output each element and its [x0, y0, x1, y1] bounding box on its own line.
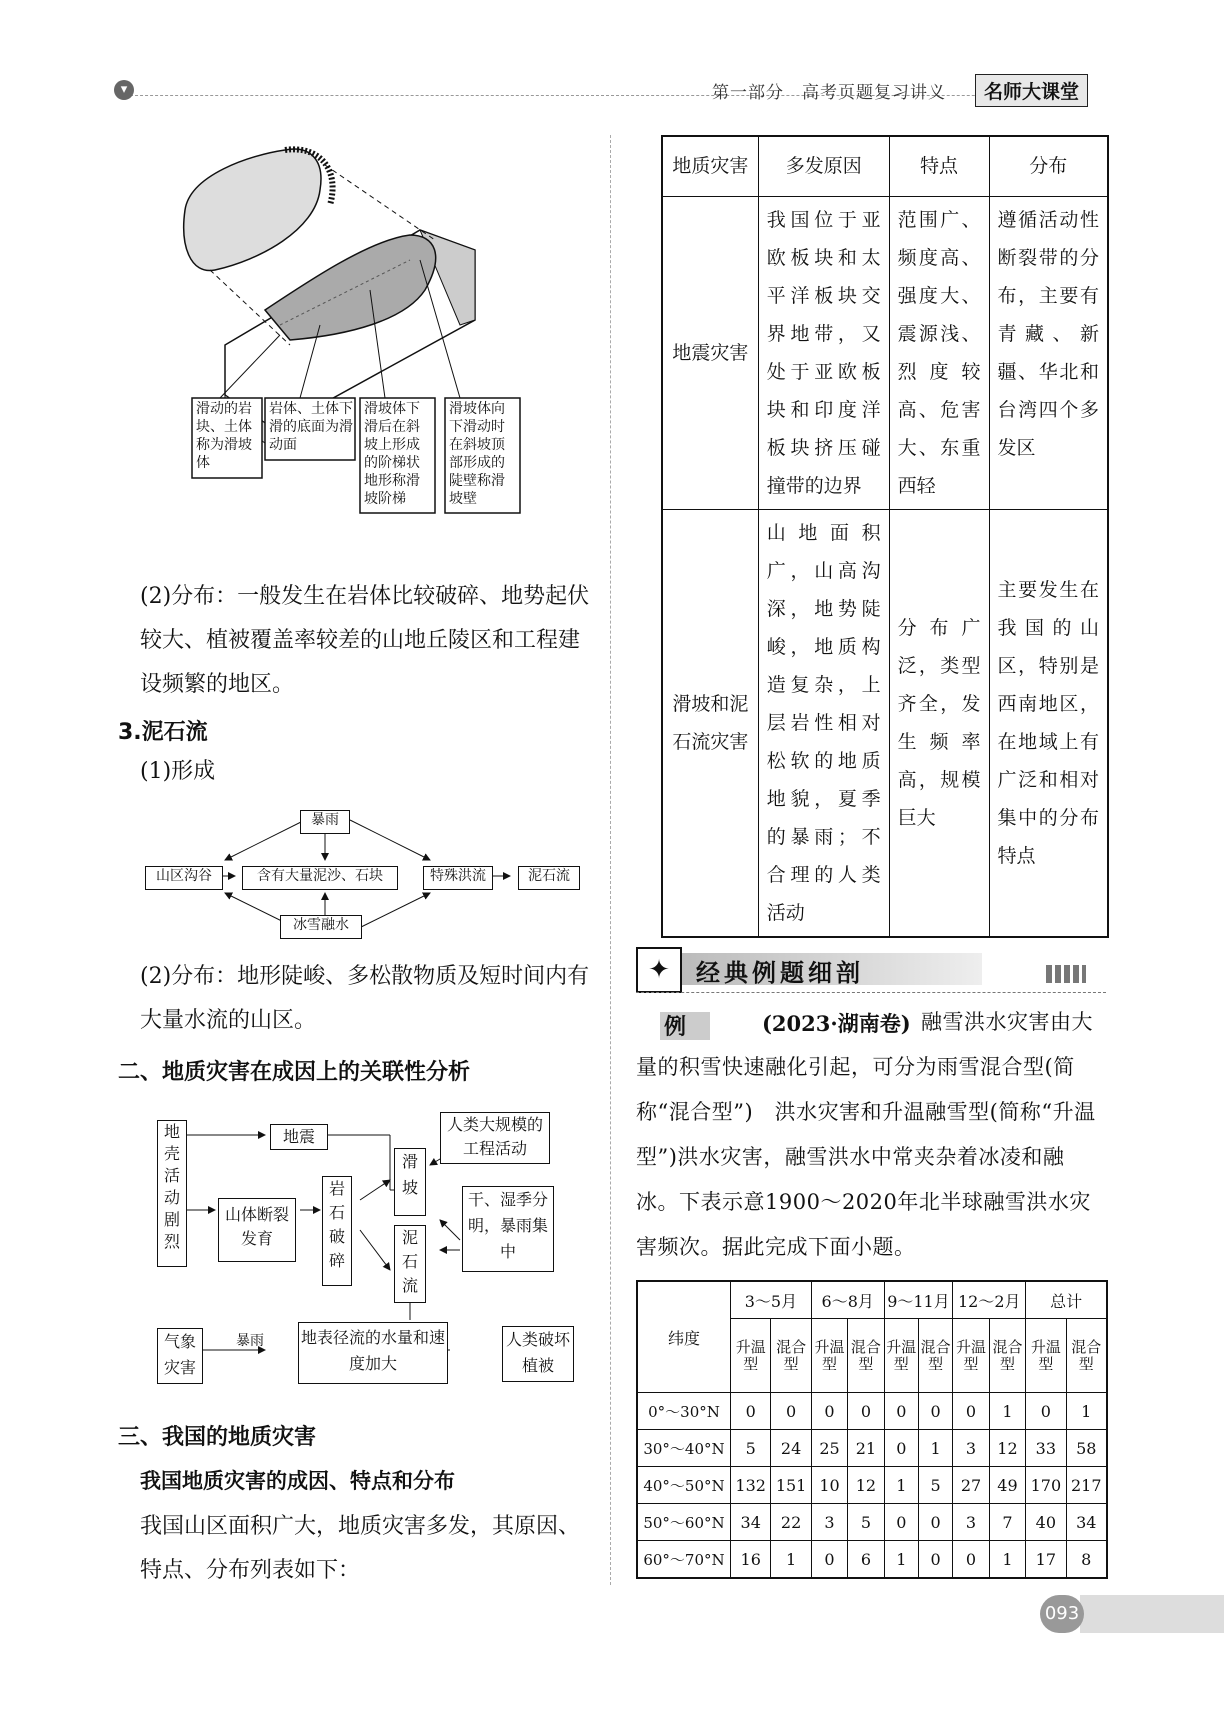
table2-cell: 1: [771, 1541, 811, 1579]
table2-cell: 132: [731, 1467, 771, 1504]
table2-cell: 0: [1026, 1393, 1066, 1430]
table1-row-cause: 山地面积广，山高沟深，地势陡峻，地质构造复杂，上层岩性相对松软的地质地貌，夏季的暴雨；不合理的人类活动: [758, 509, 889, 937]
example-source: (2023·湖南卷): [762, 1011, 911, 1036]
paragraph-mudflow-distribution: (2)分布：地形陡峻、多松散物质及短时间内有大量水流的山区。: [140, 964, 590, 1033]
table2-lat: 30°～40°N: [637, 1430, 731, 1467]
table2-cell: 1: [884, 1541, 918, 1579]
table2-lat: 0°～30°N: [637, 1393, 731, 1430]
table2-cell: 3: [953, 1504, 989, 1541]
table2-lat: 60°～70°N: [637, 1541, 731, 1579]
table2-cell: 3: [811, 1504, 847, 1541]
table-row: [637, 1393, 1107, 1430]
table2-cell: 151: [771, 1467, 811, 1504]
table2-cell: 12: [989, 1430, 1025, 1467]
table1-row-distribution: 主要发生在我国的山区，特别是西南地区，在地域上有广泛和相对集中的分布特点: [989, 509, 1108, 937]
section-banner: [636, 945, 1106, 993]
table1-header: 分布: [989, 136, 1108, 196]
table2-cell: 0: [918, 1541, 952, 1579]
label-landslide-body: 滑动的岩块、土体称为滑坡体: [196, 401, 252, 471]
flow-flood: 特殊洪流: [423, 866, 493, 890]
table2-cell: 5: [918, 1467, 952, 1504]
example-text: 融雪洪水灾害由大量的积雪快速融化引起，可分为雨雪混合型(简称“混合型”) 洪水灾害和升温融雪型(简称“升温型”)洪水灾害，融雪洪水中常夹杂着冰凌和融冰。下表示意1900～2020年北半球融雪洪水灾害频次。据此完成下面小题。: [636, 1010, 1096, 1259]
table2-lat: 40°～50°N: [637, 1467, 731, 1504]
table1-row-name: 地震灾害: [662, 196, 758, 509]
relation-rain-label: 暴雨: [236, 1333, 264, 1349]
table-row: [637, 1467, 1107, 1504]
table2-type: 升温型: [953, 1319, 989, 1393]
table2-cell: 0: [884, 1393, 918, 1430]
table2-cell: 1: [989, 1393, 1025, 1430]
table2-cell: 5: [848, 1504, 884, 1541]
table2-cell: 25: [811, 1430, 847, 1467]
table2-cell: 0: [884, 1430, 918, 1467]
table2-type: 混合型: [848, 1319, 884, 1393]
banner-decoration: [1046, 965, 1086, 983]
table2-type: 升温型: [1026, 1319, 1066, 1393]
table2-cell: 1: [918, 1430, 952, 1467]
table2-cell: 10: [811, 1467, 847, 1504]
table2-cell: 0: [918, 1393, 952, 1430]
table1-row-feature: 范围广、频度高、强度大、震源浅、烈度较高、危害大、东重西轻: [889, 196, 989, 509]
relation-human-engineering: 人类大规模的工程活动: [440, 1112, 550, 1164]
table2-cell: 217: [1066, 1467, 1107, 1504]
chevron-down-icon: ▾: [114, 80, 134, 100]
heading-mudflow: 3.泥石流: [118, 720, 208, 745]
banner-rule: [636, 992, 1106, 993]
table2-cell: 16: [731, 1541, 771, 1579]
relation-weather: 气象灾害: [157, 1328, 203, 1384]
heading-section-3: 三、我国的地质灾害: [118, 1425, 317, 1450]
table2-cell: 0: [884, 1504, 918, 1541]
label-landslide-steps: 滑坡体下滑后在斜坡上形成的阶梯状地形称滑坡阶梯: [364, 401, 420, 507]
relation-vegetation: 人类破坏植被: [502, 1326, 574, 1382]
paragraph-formation: (1)形成: [140, 759, 216, 784]
table1-row-feature: 分布广泛，类型齐全，发生频率高，规模巨大: [889, 509, 989, 937]
table2-lat-header: 纬度: [637, 1281, 731, 1393]
table2-type: 升温型: [811, 1319, 847, 1393]
table2-cell: 170: [1026, 1467, 1066, 1504]
label-slip-surface: 岩体、土体下滑的底面为滑动面: [269, 401, 353, 453]
banner-title: 经典例题细剖: [696, 959, 864, 987]
relation-climate: 干、湿季分明，暴雨集中: [462, 1186, 554, 1272]
table2-cell: 1: [1066, 1393, 1107, 1430]
table1-header: 地质灾害: [662, 136, 758, 196]
paragraph-intro: 我国山区面积广大，地质灾害多发，其原因、特点、分布列表如下：: [140, 1514, 581, 1583]
table2-cell: 8: [1066, 1541, 1107, 1579]
table2-type: 升温型: [884, 1319, 918, 1393]
table1-row-name: 滑坡和泥石流灾害: [662, 509, 758, 937]
table1-header: 特点: [889, 136, 989, 196]
eagle-icon: ✦: [636, 947, 682, 993]
header-text: 第一部分 高考页题复习讲义: [712, 83, 946, 103]
table2-type: 升温型: [731, 1319, 771, 1393]
table2-cell: 12: [848, 1467, 884, 1504]
flow-valley: 山区沟谷: [145, 866, 223, 890]
table2-cell: 34: [731, 1504, 771, 1541]
relation-landslide: 滑坡: [394, 1148, 426, 1216]
geo-disaster-table: [661, 135, 1109, 938]
table-row: [637, 1504, 1107, 1541]
table2-period: 总计: [1026, 1281, 1107, 1319]
relation-mudflow: 泥石流: [394, 1225, 426, 1303]
relation-runoff: 地表径流的水量和速度加大: [298, 1322, 448, 1384]
table1-row-distribution: 遵循活动性断裂带的分布，主要有青藏、新疆、华北和台湾四个多发区: [989, 196, 1108, 509]
paragraph-landslide-distribution: (2)分布：一般发生在岩体比较破碎、地势起伏较大、植被覆盖率较差的山地丘陵区和工程建设频繁的地区。: [140, 584, 590, 697]
table2-cell: 0: [771, 1393, 811, 1430]
heading-section-2: 二、地质灾害在成因上的关联性分析: [118, 1060, 471, 1085]
table2-cell: 24: [771, 1430, 811, 1467]
table2-cell: 33: [1026, 1430, 1066, 1467]
table2-cell: 7: [989, 1504, 1025, 1541]
label-landslide-wall: 滑坡体向下滑动时在斜坡顶部形成的陡壁称滑坡壁: [449, 401, 505, 507]
page-number-bar: [1080, 1595, 1224, 1633]
table2-type: 混合型: [771, 1319, 811, 1393]
relation-fault: 山体断裂发育: [218, 1198, 296, 1262]
table2-lat: 50°～60°N: [637, 1504, 731, 1541]
table2-cell: 49: [989, 1467, 1025, 1504]
flow-rain: 暴雨: [300, 810, 350, 834]
table2-cell: 17: [1026, 1541, 1066, 1579]
table2-period: 3～5月: [731, 1281, 812, 1319]
table2-cell: 0: [953, 1393, 989, 1430]
table2-cell: 0: [731, 1393, 771, 1430]
relation-crust: 地壳活动剧烈: [157, 1120, 187, 1267]
table2-type: 混合型: [918, 1319, 952, 1393]
flow-sediment: 含有大量泥沙、石块: [242, 866, 398, 890]
table2-period: 12～2月: [953, 1281, 1026, 1319]
table1-row-cause: 我国位于亚欧板块和太平洋板块交界地带，又处于亚欧板块和印度洋板块挤压碰撞带的边界: [758, 196, 889, 509]
table2-cell: 34: [1066, 1504, 1107, 1541]
table2-cell: 1: [989, 1541, 1025, 1579]
heading-subsection: 我国地质灾害的成因、特点和分布: [140, 1469, 455, 1493]
table2-cell: 0: [811, 1541, 847, 1579]
header-brand: 名师大课堂: [975, 74, 1088, 107]
table2-cell: 21: [848, 1430, 884, 1467]
relation-quake: 地震: [270, 1124, 328, 1150]
table1-header: 多发原因: [758, 136, 889, 196]
table2-cell: 0: [848, 1393, 884, 1430]
table2-cell: 3: [953, 1430, 989, 1467]
table2-cell: 40: [1026, 1504, 1066, 1541]
flow-snowmelt: 冰雪融水: [280, 915, 362, 939]
table2-cell: 0: [918, 1504, 952, 1541]
table2-cell: 6: [848, 1541, 884, 1579]
flow-mudflow: 泥石流: [518, 866, 580, 890]
table2-cell: 27: [953, 1467, 989, 1504]
table-row: [637, 1430, 1107, 1467]
page-number: 093: [1040, 1595, 1084, 1633]
relation-rock: 岩石破碎: [322, 1176, 352, 1286]
example-tag: 例: [664, 1015, 687, 1040]
table2-cell: 58: [1066, 1430, 1107, 1467]
table2-body: [637, 1393, 1107, 1579]
table2-cell: 0: [953, 1541, 989, 1579]
table2-type: 混合型: [1066, 1319, 1107, 1393]
table-row: [637, 1541, 1107, 1579]
column-divider: [610, 135, 611, 1585]
snowmelt-flood-table: [636, 1280, 1108, 1579]
table2-period: 9～11月: [884, 1281, 953, 1319]
table2-cell: 22: [771, 1504, 811, 1541]
table2-cell: 0: [811, 1393, 847, 1430]
table2-cell: 5: [731, 1430, 771, 1467]
table2-type: 混合型: [989, 1319, 1025, 1393]
table2-period: 6～8月: [811, 1281, 884, 1319]
table2-cell: 1: [884, 1467, 918, 1504]
